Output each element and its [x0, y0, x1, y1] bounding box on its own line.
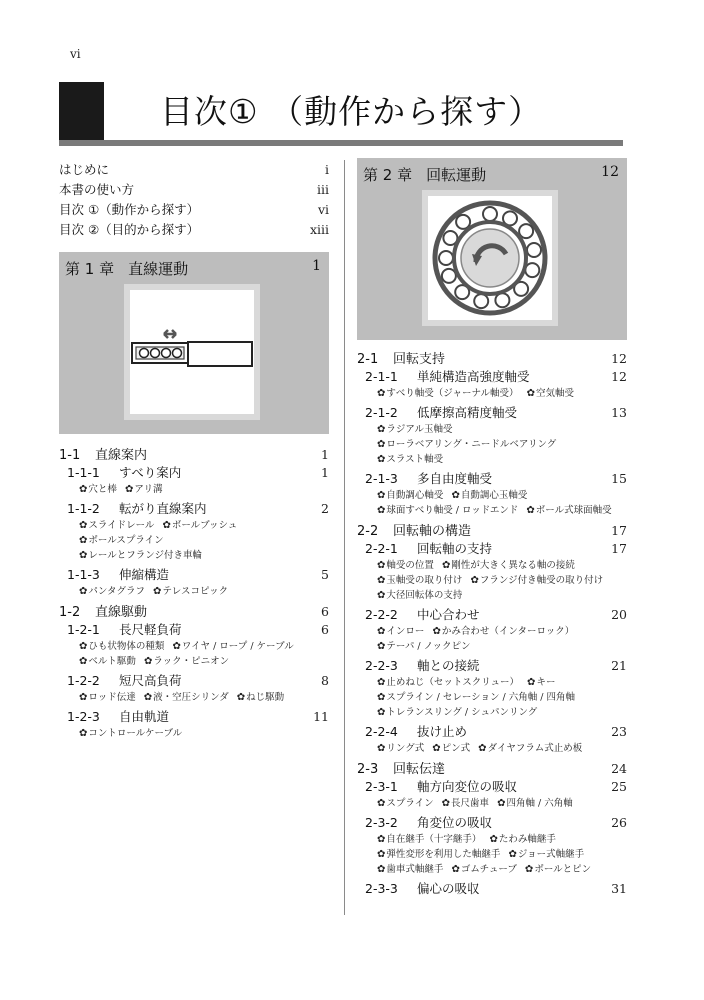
chapter-1-header: [59, 252, 329, 434]
gear-icon: ✿: [377, 743, 386, 754]
gear-icon: ✿: [79, 641, 88, 652]
subsection-number: 2-3-3: [365, 881, 398, 896]
list-item[interactable]: ✿インロー: [377, 626, 425, 637]
section-page: 24: [611, 761, 627, 776]
chapter-1-illustration: [124, 284, 260, 420]
section-page: 6: [321, 604, 329, 619]
list-item[interactable]: ✿キー: [527, 677, 556, 688]
chapter-2-header: [357, 158, 627, 340]
item-list: [357, 796, 627, 811]
subsection-number: 2-2-2: [365, 607, 398, 622]
section-title: 回転伝達: [393, 762, 446, 777]
gear-icon: ✿: [524, 864, 534, 875]
chapter-number: 第 1 章: [65, 260, 115, 278]
list-item[interactable]: ✿ラジアル玉軸受: [377, 424, 453, 435]
gear-icon: ✿: [451, 490, 460, 501]
item-list: [357, 675, 627, 720]
toc-entry[interactable]: [59, 220, 329, 240]
subsection-title: 短尺高負荷: [119, 673, 182, 688]
gear-icon: ✿: [526, 505, 535, 516]
section-title: 直線駆動: [95, 605, 148, 620]
gear-icon: ✿: [451, 864, 460, 875]
subsection-title: 長尺軽負荷: [119, 622, 182, 637]
subsection-page: 21: [611, 658, 627, 673]
list-item[interactable]: ✿ワイヤ / ロープ / ケーブル: [172, 641, 294, 652]
subsection-page: 31: [611, 881, 627, 896]
subsection-row[interactable]: [59, 463, 329, 482]
list-item[interactable]: ✿軸受の位置: [377, 560, 434, 571]
list-item[interactable]: ✿穴と棒: [79, 484, 117, 495]
list-item[interactable]: ✿自動調心軸受: [377, 490, 444, 501]
gear-icon: ✿: [79, 692, 88, 703]
subsection-number: 2-2-4: [365, 724, 398, 739]
subsection-title: 軸との接続: [417, 658, 480, 673]
gear-icon: ✿: [172, 641, 181, 652]
toc-entry[interactable]: [59, 160, 329, 180]
gear-icon: ✿: [377, 692, 386, 703]
subsection-row[interactable]: [59, 499, 329, 518]
subsection-title: 多自由度軸受: [417, 471, 493, 486]
gear-icon: ✿: [143, 692, 153, 703]
right-column: [357, 158, 627, 898]
subsection-page: 1: [321, 465, 329, 480]
page-number: vi: [70, 47, 81, 61]
subsection-row[interactable]: [357, 367, 627, 386]
section-row[interactable]: [59, 444, 329, 463]
chapter-title: 回転運動: [426, 166, 487, 184]
subsection-row[interactable]: [357, 469, 627, 488]
section-number: 1-1: [59, 448, 81, 463]
list-item[interactable]: ✿大径回転体の支持: [377, 590, 463, 601]
list-item[interactable]: ✿ジョー式軸継手: [508, 849, 585, 860]
gear-icon: ✿: [377, 454, 386, 465]
gear-icon: ✿: [153, 586, 162, 597]
subsection-title: 中心合わせ: [417, 607, 480, 622]
ball-bearing-icon: [428, 196, 552, 320]
section-page: 17: [611, 523, 627, 538]
chapter-1-contents: [59, 444, 329, 741]
list-item[interactable]: ✿ラック・ピニオン: [143, 656, 230, 667]
gear-icon: ✿: [508, 849, 517, 860]
gear-icon: ✿: [377, 798, 386, 809]
front-matter-list: [59, 160, 329, 240]
gear-icon: ✿: [79, 656, 88, 667]
item-list: [357, 741, 627, 756]
list-item[interactable]: ✿ベルト駆動: [79, 656, 136, 667]
section-title: 回転軸の構造: [393, 524, 472, 539]
gear-icon: ✿: [377, 849, 386, 860]
section-title: 回転支持: [393, 352, 446, 367]
column-divider: [344, 160, 345, 915]
subsection-number: 2-2-3: [365, 658, 398, 673]
list-item[interactable]: ✿トレランスリング / シュパンリング: [377, 707, 538, 718]
item-list: [59, 726, 329, 741]
subsection-number: 1-2-2: [67, 673, 100, 688]
gear-icon: ✿: [79, 550, 88, 561]
subsection-number: 2-1-2: [365, 405, 398, 420]
section-row[interactable]: [357, 348, 627, 367]
list-item[interactable]: ✿ボールブッシュ: [162, 520, 238, 531]
toc-entry-label: はじめに: [59, 162, 110, 177]
list-item[interactable]: ✿玉軸受の取り付け: [377, 575, 463, 586]
subsection-number: 1-1-3: [67, 567, 100, 582]
subsection-number: 2-2-1: [365, 541, 398, 556]
section-number: 2-1: [357, 352, 379, 367]
list-item[interactable]: ✿弾性変形を利用した軸継手: [377, 849, 501, 860]
gear-icon: ✿: [377, 677, 386, 688]
gear-icon: ✿: [377, 834, 386, 845]
subsection-number: 2-3-1: [365, 779, 398, 794]
toc-entry[interactable]: [59, 200, 329, 220]
subsection-row[interactable]: [357, 539, 627, 558]
gear-icon: ✿: [497, 798, 506, 809]
item-list: [357, 422, 627, 467]
list-item[interactable]: ✿コントロールケーブル: [79, 728, 183, 739]
gear-icon: ✿: [377, 490, 386, 501]
list-item[interactable]: ✿ロッド伝達: [79, 692, 136, 703]
subsection-number: 2-1-3: [365, 471, 398, 486]
list-item[interactable]: ✿たわみ軸継手: [489, 834, 556, 845]
subsection-row[interactable]: [357, 777, 627, 796]
list-item[interactable]: ✿長尺歯車: [441, 798, 490, 809]
list-item[interactable]: ✿止めねじ（セットスクリュー）: [377, 677, 520, 688]
subsection-page: 20: [611, 607, 627, 622]
list-item[interactable]: ✿ボールスプライン: [79, 535, 164, 546]
chapter-1-title-row[interactable]: [59, 252, 329, 279]
gear-icon: ✿: [79, 728, 88, 739]
subsection-row[interactable]: [59, 707, 329, 726]
list-item[interactable]: ✿液・空圧シリンダ: [143, 692, 229, 703]
title-block-decoration: [59, 82, 104, 142]
list-item[interactable]: ✿テレスコピック: [153, 586, 229, 597]
subsection-title: 回転軸の支持: [417, 541, 493, 556]
item-list: [59, 482, 329, 497]
list-item[interactable]: ✿フランジ付き軸受の取り付け: [470, 575, 604, 586]
section-page: 12: [611, 351, 627, 366]
list-item[interactable]: ✿リング式: [377, 743, 425, 754]
gear-icon: ✿: [489, 834, 498, 845]
subsection-page: 26: [611, 815, 627, 830]
gear-icon: ✿: [377, 505, 386, 516]
gear-icon: ✿: [79, 484, 88, 495]
list-item[interactable]: ✿スプライン / セレーション / 六角軸 / 四角軸: [377, 692, 575, 703]
list-item[interactable]: ✿すべり軸受（ジャーナル軸受）: [377, 388, 519, 399]
list-item[interactable]: ✿アリ溝: [124, 484, 163, 495]
subsection-row[interactable]: [357, 656, 627, 675]
list-item[interactable]: ✿ダイヤフラム式止め板: [478, 743, 583, 754]
list-item[interactable]: ✿自在継手（十字継手）: [377, 834, 482, 845]
subsection-row[interactable]: [357, 403, 627, 422]
gear-icon: ✿: [377, 575, 386, 586]
subsection-title: 単純構造高強度軸受: [417, 369, 530, 384]
section-row[interactable]: [357, 520, 627, 539]
item-list: [357, 386, 627, 401]
list-item[interactable]: ✿自動調心玉軸受: [451, 490, 528, 501]
subsection-page: 6: [321, 622, 329, 637]
subsection-title: 低摩擦高精度軸受: [417, 405, 518, 420]
item-list: [59, 690, 329, 705]
item-list: [357, 558, 627, 603]
subsection-title: 自由軌道: [119, 709, 170, 724]
gear-icon: ✿: [377, 590, 386, 601]
list-item[interactable]: ✿スライドレール: [79, 520, 155, 531]
subsection-number: 2-3-2: [365, 815, 398, 830]
subsection-row[interactable]: [357, 813, 627, 832]
section-number: 2-3: [357, 762, 379, 777]
list-item[interactable]: ✿レールとフランジ付き車輪: [79, 550, 202, 561]
toc-entry-label: 目次 ①（動作から探す）: [59, 202, 200, 217]
list-item[interactable]: ✿歯車式軸継手: [377, 864, 444, 875]
toc-entry-page: i: [325, 162, 329, 177]
chapter-title: 直線運動: [128, 260, 189, 278]
section-row[interactable]: [59, 601, 329, 620]
gear-icon: ✿: [124, 484, 134, 495]
gear-icon: ✿: [377, 424, 386, 435]
subsection-page: 12: [611, 369, 627, 384]
subsection-page: 8: [321, 673, 329, 688]
subsection-page: 5: [321, 567, 329, 582]
subsection-title: 転がり直線案内: [119, 501, 207, 516]
subsection-row[interactable]: [59, 565, 329, 584]
subsection-number: 1-2-1: [67, 622, 100, 637]
gear-icon: ✿: [377, 641, 386, 652]
linear-guide-icon: [130, 290, 254, 414]
chapter-page: 12: [601, 164, 619, 180]
section-row[interactable]: [357, 758, 627, 777]
toc-entry[interactable]: [59, 180, 329, 200]
subsection-title: 伸縮構造: [119, 567, 170, 582]
subsection-row[interactable]: [357, 722, 627, 741]
list-item[interactable]: ✿スラスト軸受: [377, 454, 444, 465]
subsection-row[interactable]: [357, 879, 627, 898]
gear-icon: ✿: [377, 707, 386, 718]
gear-icon: ✿: [432, 626, 441, 637]
list-item[interactable]: ✿ローラベアリング・ニードルベアリング: [377, 439, 557, 450]
list-item[interactable]: ✿ひも状物体の種類: [79, 641, 165, 652]
list-item[interactable]: ✿四角軸 / 六角軸: [497, 798, 573, 809]
gear-icon: ✿: [377, 439, 386, 450]
chapter-2-title-row[interactable]: [357, 158, 627, 185]
gear-icon: ✿: [441, 798, 451, 809]
section-title: 直線案内: [95, 448, 148, 463]
item-list: [357, 488, 627, 518]
subsection-title: 軸方向変位の吸収: [417, 779, 518, 794]
toc-entry-page: iii: [317, 182, 329, 197]
list-item[interactable]: ✿ボール式球面軸受: [526, 505, 612, 516]
subsection-page: 11: [313, 709, 329, 724]
toc-entry-label: 本書の使い方: [59, 182, 135, 197]
section-number: 1-2: [59, 605, 81, 620]
list-item[interactable]: ✿ボールとピン: [524, 864, 592, 875]
subsection-number: 1-2-3: [67, 709, 100, 724]
list-item[interactable]: ✿剛性が大きく異なる軸の接続: [441, 560, 575, 571]
item-list: [59, 518, 329, 563]
list-item[interactable]: ✿かみ合わせ（インターロック）: [432, 626, 575, 637]
toc-entry-page: xiii: [309, 222, 329, 237]
item-list: [357, 624, 627, 654]
gear-icon: ✿: [478, 743, 487, 754]
toc-entry-page: vi: [317, 202, 329, 217]
chapter-2-contents: [357, 348, 627, 898]
subsection-page: 13: [611, 405, 627, 420]
subsection-title: 偏心の吸収: [417, 881, 480, 896]
page-title: 目次① （動作から探す）: [160, 92, 543, 131]
subsection-row[interactable]: [59, 671, 329, 690]
subsection-page: 2: [321, 501, 329, 516]
gear-icon: ✿: [162, 520, 171, 531]
subsection-row[interactable]: [357, 605, 627, 624]
list-item[interactable]: ✿空気軸受: [526, 388, 574, 399]
list-item[interactable]: ✿球面すべり軸受 / ロッドエンド: [377, 505, 519, 516]
gear-icon: ✿: [526, 388, 535, 399]
gear-icon: ✿: [79, 535, 88, 546]
gear-icon: ✿: [432, 743, 441, 754]
subsection-title: 抜け止め: [417, 724, 468, 739]
list-item[interactable]: ✿パンタグラフ: [79, 586, 146, 597]
gear-icon: ✿: [79, 586, 88, 597]
chapter-number: 第 2 章: [363, 166, 413, 184]
gear-icon: ✿: [441, 560, 451, 571]
list-item[interactable]: ✿ピン式: [432, 743, 471, 754]
gear-icon: ✿: [377, 560, 386, 571]
item-list: [59, 639, 329, 669]
list-item[interactable]: ✿テーパ / ノックピン: [377, 641, 471, 652]
gear-icon: ✿: [377, 864, 386, 875]
subsection-page: 25: [611, 779, 627, 794]
chapter-page: 1: [312, 258, 321, 274]
item-list: [357, 832, 627, 877]
gear-icon: ✿: [143, 656, 153, 667]
subsection-title: 角変位の吸収: [417, 815, 493, 830]
subsection-page: 23: [611, 724, 627, 739]
list-item[interactable]: ✿スプライン: [377, 798, 434, 809]
title-rule: [59, 140, 623, 146]
gear-icon: ✿: [377, 388, 386, 399]
section-number: 2-2: [357, 524, 379, 539]
section-page: 1: [321, 447, 329, 462]
subsection-page: 17: [611, 541, 627, 556]
gear-icon: ✿: [527, 677, 536, 688]
chapter-2-illustration: [422, 190, 558, 326]
left-column: [59, 160, 329, 743]
gear-icon: ✿: [377, 626, 386, 637]
subsection-page: 15: [611, 471, 627, 486]
subsection-number: 2-1-1: [365, 369, 398, 384]
toc-entry-label: 目次 ②（目的から探す）: [59, 222, 200, 237]
subsection-number: 1-1-2: [67, 501, 100, 516]
subsection-row[interactable]: [59, 620, 329, 639]
item-list: [59, 584, 329, 599]
list-item[interactable]: ✿ねじ駆動: [236, 692, 285, 703]
list-item[interactable]: ✿ゴムチューブ: [451, 864, 517, 875]
gear-icon: ✿: [470, 575, 479, 586]
gear-icon: ✿: [79, 520, 88, 531]
gear-icon: ✿: [236, 692, 246, 703]
subsection-number: 1-1-1: [67, 465, 100, 480]
subsection-title: すべり案内: [119, 465, 182, 480]
